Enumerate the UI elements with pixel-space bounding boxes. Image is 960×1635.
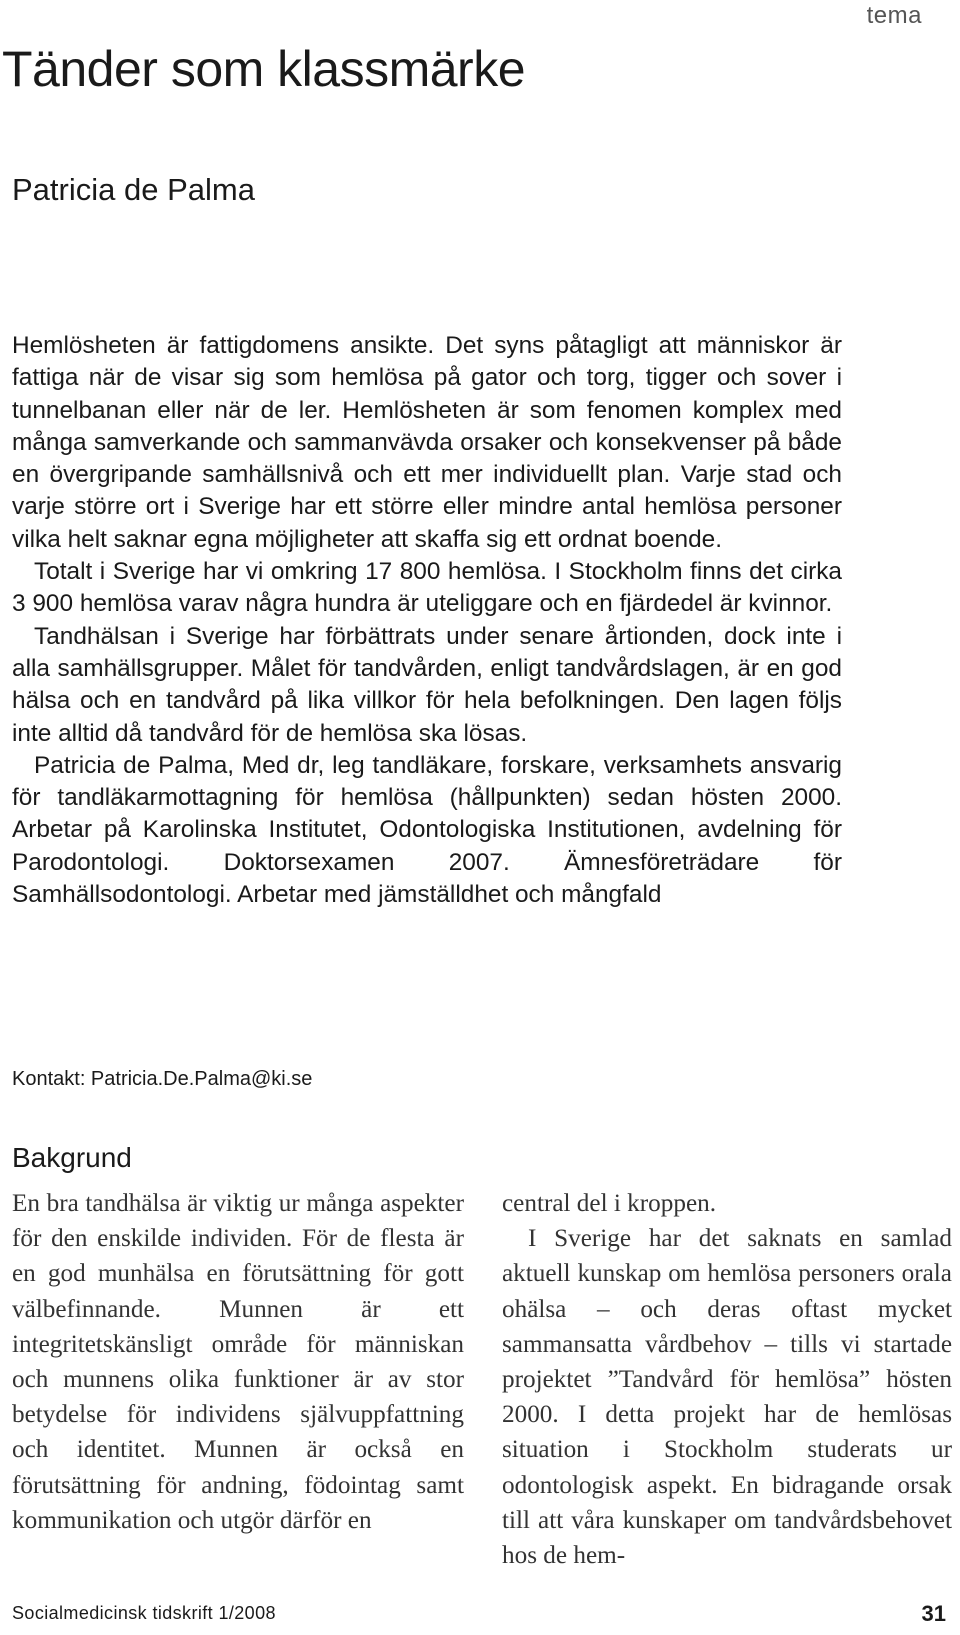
journal-footer: Socialmedicinsk tidskrift 1/2008	[12, 1603, 276, 1623]
section-heading: Bakgrund	[12, 1142, 132, 1173]
author-bio: Patricia de Palma, Med dr, leg tandläkare, forskare, verksamhets ansvarig för tandläkarmottagning för hemlösa (hållpunkten) sedan hösten 2000. Arbetar på Karolinska Institutet, Odontologiska Institutionen, avdelning för Parodontologi. Doktorsexamen 2007. Ämnesföreträdare för Samhällsodontologi. Arbetar med jämställdhet och mångfald	[12, 751, 842, 909]
body-column-left	[12, 1186, 464, 1538]
author-name: Patricia de Palma	[12, 172, 255, 207]
section-tag: tema	[866, 2, 922, 29]
abstract-paragraph-1: Hemlösheten är fattigdomens ansikte. Det syns påtagligt att människor är fattiga när de visar sig som hemlösa på gator och torg, tigger och sover i tunnelbanan eller när de ler. Hemlösheten är som fenomen komplex med många samverkande och sammanvävda orsaker och konsekvenser på både en övergripande samhällsnivå och ett mer individuellt plan. Varje stad och varje större ort i Sverige har ett större eller mindre antal hemlösa personer vilka helt saknar egna möjligheter att skaffa sig ett ordnat boende.	[12, 332, 842, 553]
article-title: Tänder som klassmärke	[2, 41, 525, 97]
body-column-right	[502, 1186, 952, 1573]
body-paragraph: central del i kroppen.	[502, 1190, 717, 1217]
abstract	[12, 330, 842, 911]
abstract-paragraph-2: Totalt i Sverige har vi omkring 17 800 hemlösa. I Stockholm finns det cirka 3 900 hemlösa varav några hundra är uteliggare och en fjärdedel är kvinnor.	[12, 558, 842, 618]
body-paragraph: En bra tandhälsa är viktig ur många aspekter för den enskilde individen. För de flesta är en god munhälsa en förutsättning för gott välbefinnande. Munnen är ett integritetskänsligt område för människan och munnens olika funktioner är av stor betydelse för individens självuppfattning och identitet. Munnen är också en förutsättning för andning, födointag samt kommunikation och utgör därför en	[12, 1190, 464, 1534]
page-number: 31	[921, 1601, 946, 1626]
body-paragraph: I Sverige har det saknats en samlad aktuell kunskap om hemlösa personers orala ohälsa – och deras oftast mycket sammansatta vårdbehov – tills vi startade projektet ”Tandvård för hemlösa” hösten 2000. I detta projekt har de hemlösas situation i Stockholm studerats ur odontologisk aspekt. En bidragande orsak till att våra kunskaper om tandvårdsbehovet hos de hem-	[502, 1225, 952, 1570]
abstract-paragraph-3: Tandhälsan i Sverige har förbättrats under senare årtionden, dock inte i alla samhällsgrupper. Målet för tandvården, enligt tandvårdslagen, är en god hälsa och en tandvård på lika villkor för hela befolkningen. Den lagen följs inte alltid då tandvård för de hemlösa ska lösas.	[12, 622, 842, 747]
contact-email: Kontakt: Patricia.De.Palma@ki.se	[12, 1068, 313, 1090]
